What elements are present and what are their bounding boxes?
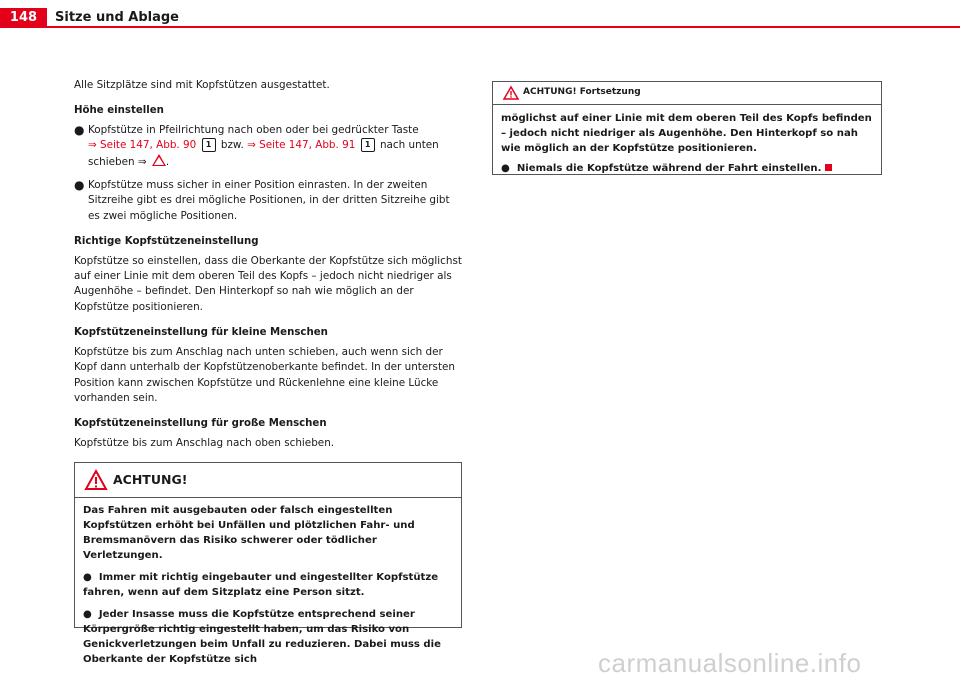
bullet-dot: ●	[501, 163, 517, 174]
section-text-gross: Kopfstütze bis zum Anschlag nach oben schieben.	[74, 436, 335, 449]
page-number: 148	[0, 8, 47, 27]
bullet-hoehe-1: ● Kopfstütze in Pfeilrichtung nach oben oder bei gedrückter Taste ⇒ Seite 147, Abb. 90 1 bzw. ⇒ Seite 147, Abb. 91 1 nach unten schieben ⇒ .	[74, 122, 439, 168]
page-ref-link[interactable]: Seite 147, Abb. 90	[100, 139, 197, 152]
warning-triangle-icon[interactable]	[152, 154, 166, 166]
warning-continued-box	[492, 81, 882, 175]
warning-bullet-1: ● Immer mit richtig eingebauter und eingestellter Kopfstütze fahren, wenn auf dem Sitzplatz eine Person sitzt.	[83, 572, 439, 598]
bullet-dot: ●	[74, 122, 85, 137]
watermark: carmanualsonline.info	[598, 648, 862, 678]
section-text-klein: Kopfstütze bis zum Anschlag nach unten schieben, auch wenn sich der Kopf dann unterhalb der Kopfstützenoberkante befindet. In der untersten Position kann zwischen Kopfstütze und Rückenlehne eine kleine Lücke vorhanden sein.	[74, 345, 456, 404]
ref-arrow: ⇒	[88, 139, 97, 152]
header-rule	[0, 26, 960, 28]
warning-continued-text: möglichst auf einer Linie mit dem oberen Teil des Kopfs befinden – jedoch nicht niedriger als Augenhöhe. Den Hinterkopf so nah wie möglich an der Kopfstütze positionieren.	[501, 113, 872, 154]
left-column	[74, 78, 464, 459]
ref-arrow: ⇒	[247, 139, 256, 152]
section-heading-hoehe: Höhe einstellen	[74, 105, 164, 117]
warning-title: ACHTUNG!	[113, 472, 188, 487]
bullet-dot: ●	[74, 178, 85, 193]
bullet-dot: ●	[83, 572, 99, 583]
warning-continued-bullet: ● Niemals die Kopfstütze während der Fahrt einstellen.	[501, 161, 873, 176]
bullet-hoehe-2: ● Kopfstütze muss sicher in einer Position einrasten. In der zweiten Sitzreihe gibt es drei mögliche Positionen, in der dritten Sitzreihe gibt es zwei mögliche Positionen.	[74, 178, 450, 222]
bullet-dot: ●	[83, 609, 99, 620]
warning-continued-header	[493, 82, 881, 105]
page-header	[0, 0, 960, 27]
warning-bullet-2: ● Jeder Insasse muss die Kopfstütze entsprechend seiner Körpergröße richtig eingestellt haben, um das Risiko von Genickverletzungen beim Unfall zu reduzieren. Dabei muss die Oberkante der Kopfstütze sich	[83, 609, 441, 665]
end-of-section-icon	[825, 164, 832, 171]
warning-box-header	[75, 463, 461, 498]
warning-intro: Das Fahren mit ausgebauten oder falsch eingestellten Kopfstützen erhöht bei Unfällen und plötzlichen Fahr- und Bremsmanövern das Risiko schwerer oder tödlicher Verletzungen.	[83, 505, 415, 561]
section-heading-richtig: Richtige Kopfstützeneinstellung	[74, 236, 259, 248]
section-heading-gross: Kopfstützeneinstellung für große Menschen	[74, 418, 327, 430]
section-heading-klein: Kopfstützeneinstellung für kleine Menschen	[74, 327, 328, 339]
button-key-icon: 1	[202, 138, 216, 152]
chapter-title: Sitze und Ablage	[55, 10, 180, 25]
intro-text: Alle Sitzplätze sind mit Kopfstützen ausgestattet.	[74, 79, 330, 91]
warning-body	[75, 498, 461, 667]
button-key-icon: 1	[361, 138, 375, 152]
section-text-richtig: Kopfstütze so einstellen, dass die Oberkante der Kopfstütze sich möglichst auf einer Linie mit dem oberen Teil des Kopfs – jedoch nicht niedriger als Augenhöhe – befindet. Den Hinterkopf so nah wie möglich an der Kopfstütze positionieren.	[74, 254, 462, 313]
warning-continued-body	[493, 105, 881, 176]
warning-continued-title: ACHTUNG! Fortsetzung	[523, 87, 641, 97]
page-ref-link[interactable]: Seite 147, Abb. 91	[259, 139, 356, 152]
warning-triangle-icon	[503, 86, 519, 100]
warning-triangle-icon	[85, 470, 107, 490]
warning-box	[74, 462, 462, 665]
